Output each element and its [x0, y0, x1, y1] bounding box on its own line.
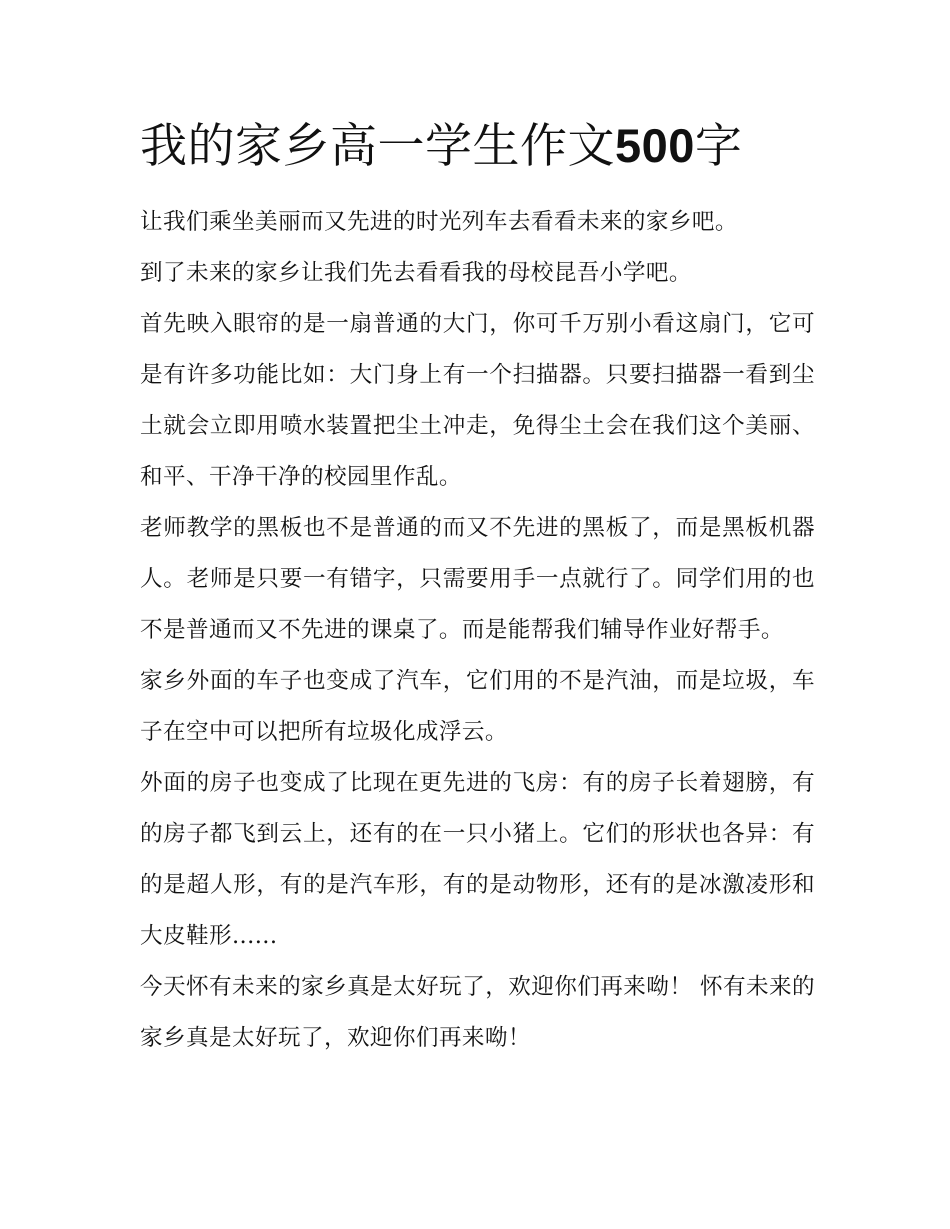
paragraph-2: 到了未来的家乡让我们先去看看我的母校昆吾小学吧。 — [140, 260, 692, 286]
paragraph-3: 首先映入眼帘的是一扇普通的大门，你可千万别小看这扇门，它可是有许多功能比如：大门身上有一个扫描器。只要扫描器一看到尘土就会立即用喷水装置把尘土冲走，免得尘土会在我们这个美丽、和平、干净干净的校园里作乱。 — [140, 311, 815, 490]
paragraph-5: 家乡外面的车子也变成了汽车，它们用的不是汽油，而是垃圾，车子在空中可以把所有垃圾化成浮云。 — [140, 668, 815, 745]
document-title — [140, 112, 815, 181]
paragraph-1: 让我们乘坐美丽而又先进的时光列车去看看未来的家乡吧。 — [140, 209, 738, 235]
paragraph-7: 今天怀有未来的家乡真是太好玩了，欢迎你们再来呦！ 怀有未来的家乡真是太好玩了，欢迎你们再来呦！ — [140, 974, 815, 1051]
title-number: 500 — [615, 119, 695, 172]
document-page — [140, 112, 815, 1064]
paragraph-4: 老师教学的黑板也不是普通的而又不先进的黑板了，而是黑板机器人。老师是只要一有错字，只需要用手一点就行了。同学们用的也不是普通而又不先进的课桌了。而是能帮我们辅导作业好帮手。 — [140, 515, 815, 643]
title-suffix: 字 — [694, 119, 743, 174]
paragraph-6: 外面的房子也变成了比现在更先进的飞房：有的房子长着翅膀，有的房子都飞到云上，还有的在一只小猪上。它们的形状也各异：有的是超人形，有的是汽车形，有的是动物形，还有的是冰激凌形和大皮鞋形...... — [140, 770, 815, 949]
title-prefix: 我的家乡高一学生作文 — [140, 119, 615, 174]
